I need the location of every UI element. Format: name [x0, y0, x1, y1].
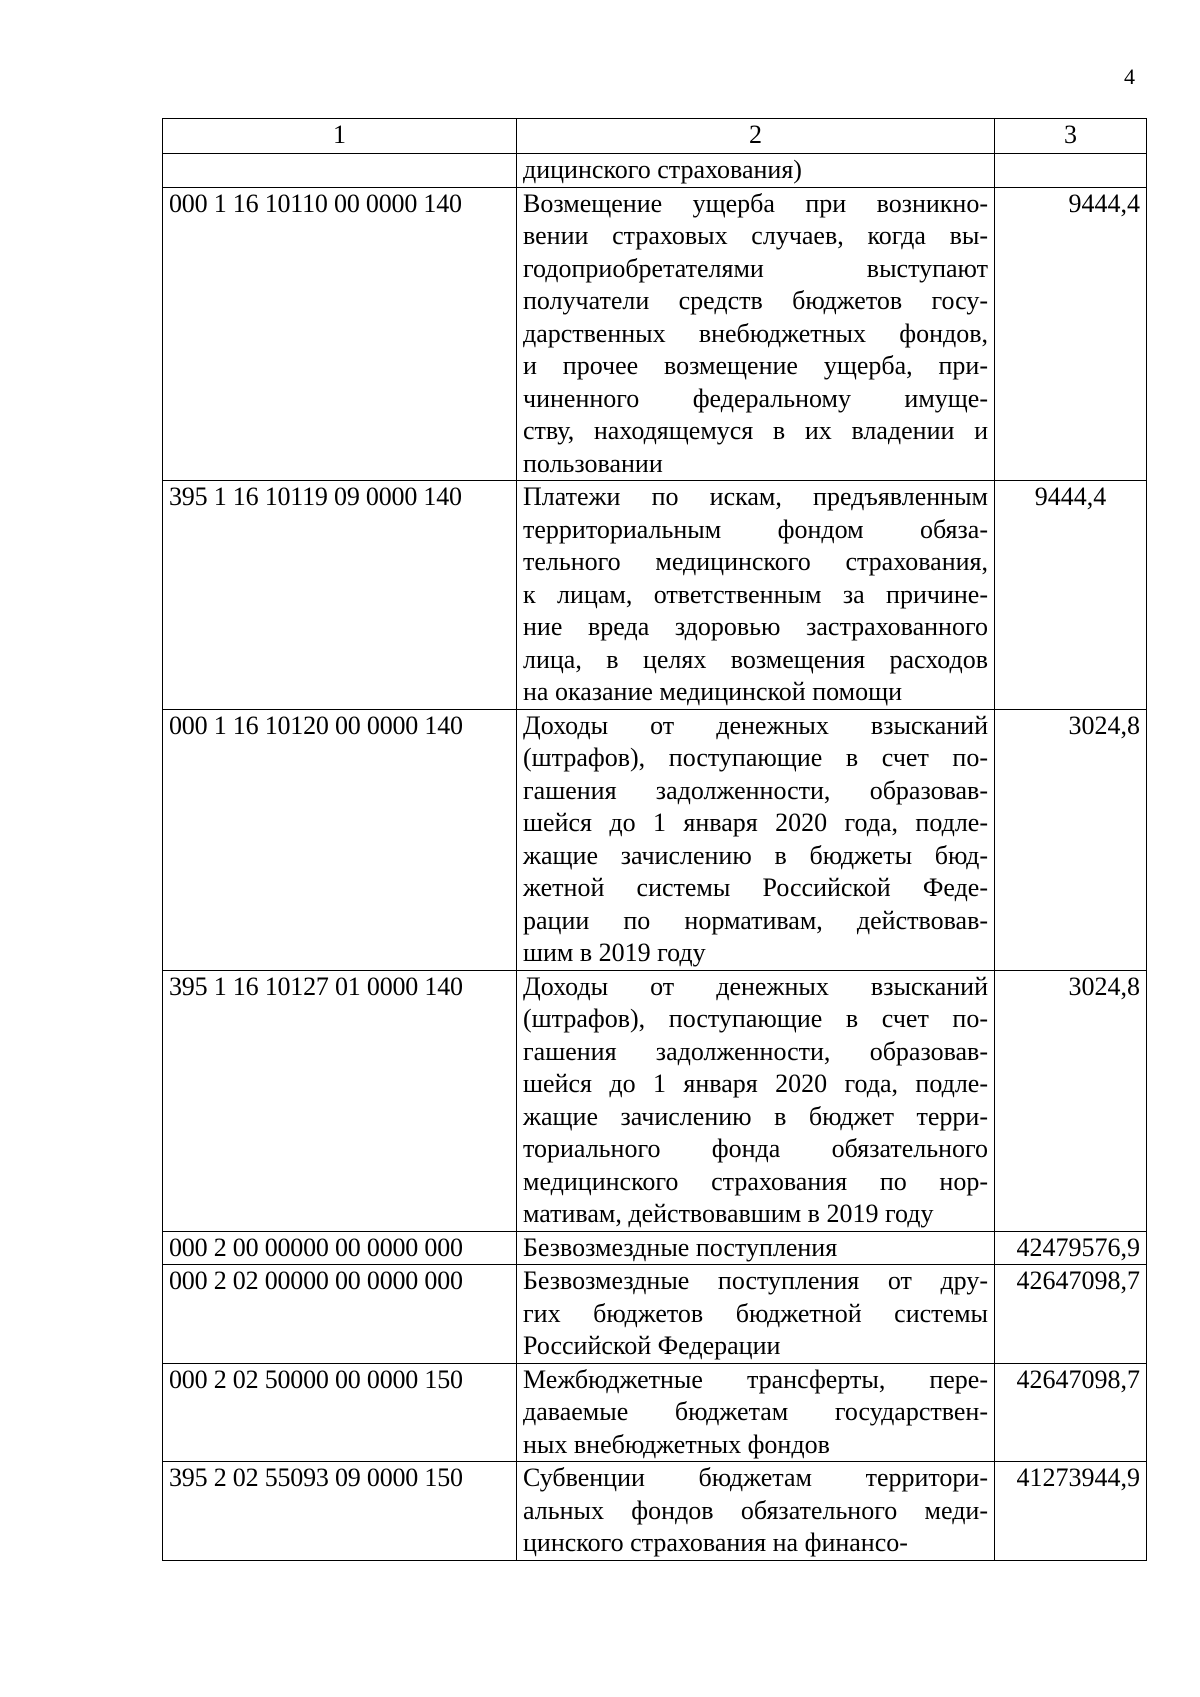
- description-line: годоприобретателями выступают: [523, 253, 988, 283]
- budget-code-cell: 000 1 16 10110 00 0000 140: [163, 187, 517, 481]
- description-cell: [517, 481, 995, 710]
- description-line: вении страховых случаев, когда вы-: [523, 221, 988, 250]
- table-row: [163, 1265, 1147, 1364]
- description-line: территориальным фондом обяза-: [523, 514, 988, 544]
- description-line: ние вреда здоровью застрахованного: [523, 612, 988, 641]
- amount-cell: 3024,8: [995, 970, 1147, 1231]
- amount-cell: 42647098,7: [995, 1363, 1147, 1462]
- budget-code-cell: 000 1 16 10120 00 0000 140: [163, 709, 517, 970]
- description-line: лица, в целях возмещения расходов: [523, 644, 988, 674]
- description-cell: [517, 154, 995, 188]
- amount-cell: 41273944,9: [995, 1462, 1147, 1561]
- description-line: чиненного федеральному имуще-: [523, 383, 988, 413]
- description-line: (штрафов), поступающие в счет по-: [523, 743, 988, 772]
- description-line: гих бюджетов бюджетной системы: [523, 1298, 988, 1328]
- description-line: жащие зачислению в бюджет терри-: [523, 1101, 988, 1131]
- description-line: Доходы от денежных взысканий: [523, 971, 988, 1001]
- amount-cell: 3024,8: [995, 709, 1147, 970]
- description-line: шим в 2019 году: [523, 938, 706, 967]
- table-row: [163, 709, 1147, 970]
- description-line: Платежи по искам, предъявленным: [523, 482, 988, 511]
- description-line: (штрафов), поступающие в счет по-: [523, 1004, 988, 1033]
- description-line: шейся до 1 января 2020 года, подле-: [523, 1069, 988, 1098]
- description-line: на оказание медицинской помощи: [523, 677, 903, 706]
- description-line: и прочее возмещение ущерба, при-: [523, 351, 988, 380]
- budget-code-cell: 000 2 02 50000 00 0000 150: [163, 1363, 517, 1462]
- description-cell: [517, 1231, 995, 1265]
- table-row: [163, 1462, 1147, 1561]
- budget-code-cell: 395 1 16 10119 09 0000 140: [163, 481, 517, 710]
- description-line: гашения задолженности, образовав-: [523, 775, 988, 805]
- budget-code-cell: [163, 154, 517, 188]
- table-row: [163, 970, 1147, 1231]
- budget-code-cell: 000 2 02 00000 00 0000 000: [163, 1265, 517, 1364]
- description-cell: [517, 709, 995, 970]
- page-number: 4: [1124, 64, 1135, 89]
- description-cell: [517, 1462, 995, 1561]
- description-line: Безвозмездные поступления: [523, 1232, 838, 1262]
- description-line: Межбюджетные трансферты, пере-: [523, 1364, 988, 1394]
- table-body: [163, 154, 1147, 1561]
- amount-cell: 42479576,9: [995, 1231, 1147, 1265]
- description-line: ториального фонда обязательного: [523, 1134, 988, 1163]
- column-header-2: 2: [517, 119, 995, 154]
- amount-cell: 42647098,7: [995, 1265, 1147, 1364]
- description-line: дарственных внебюджетных фондов,: [523, 318, 988, 348]
- description-line: ных внебюджетных фондов: [523, 1429, 830, 1459]
- description-line: ству, находящемуся в их владении и: [523, 416, 988, 445]
- description-line: цинского страхования на финансо-: [523, 1528, 908, 1557]
- table-row: [163, 187, 1147, 481]
- column-header-3: 3: [995, 119, 1147, 154]
- budget-code-cell: 395 2 02 55093 09 0000 150: [163, 1462, 517, 1561]
- description-cell: [517, 187, 995, 481]
- description-line: Доходы от денежных взысканий: [523, 710, 988, 740]
- description-line: Российской Федерации: [523, 1331, 781, 1360]
- description-line: мативам, действовавшим в 2019 году: [523, 1199, 934, 1228]
- budget-code-cell: 395 1 16 10127 01 0000 140: [163, 970, 517, 1231]
- amount-cell: 9444,4: [995, 187, 1147, 481]
- description-line: медицинского страхования по нор-: [523, 1166, 988, 1196]
- description-cell: [517, 1265, 995, 1364]
- description-line: рации по нормативам, действовав-: [523, 905, 988, 935]
- description-cell: [517, 970, 995, 1231]
- description-line: альных фондов обязательного меди-: [523, 1495, 988, 1525]
- description-line: к лицам, ответственным за причине-: [523, 579, 988, 609]
- column-header-1: 1: [163, 119, 517, 154]
- budget-code-cell: 000 2 00 00000 00 0000 000: [163, 1231, 517, 1265]
- table-row: [163, 481, 1147, 710]
- table-row: [163, 1363, 1147, 1462]
- continuation-row: [163, 154, 1147, 188]
- description-line: Субвенции бюджетам территори-: [523, 1463, 988, 1492]
- description-line: Возмещение ущерба при возникно-: [523, 188, 988, 218]
- description-line: получатели средств бюджетов госу-: [523, 286, 988, 315]
- budget-table: [162, 118, 1147, 1561]
- description-line: Безвозмездные поступления от дру-: [523, 1266, 988, 1295]
- table-header-row: [163, 119, 1147, 154]
- description-line: даваемые бюджетам государствен-: [523, 1397, 988, 1426]
- description-line: гашения задолженности, образовав-: [523, 1036, 988, 1066]
- description-line: дицинского страхования): [523, 155, 802, 184]
- description-line: пользовании: [523, 448, 663, 478]
- description-line: шейся до 1 января 2020 года, подле-: [523, 808, 988, 837]
- table-row: [163, 1231, 1147, 1265]
- amount-cell: [995, 154, 1147, 188]
- description-line: жащие зачислению в бюджеты бюд-: [523, 840, 988, 870]
- description-line: жетной системы Российской Феде-: [523, 873, 988, 902]
- amount-cell: 9444,4: [995, 481, 1147, 710]
- description-cell: [517, 1363, 995, 1462]
- description-line: тельного медицинского страхования,: [523, 547, 988, 576]
